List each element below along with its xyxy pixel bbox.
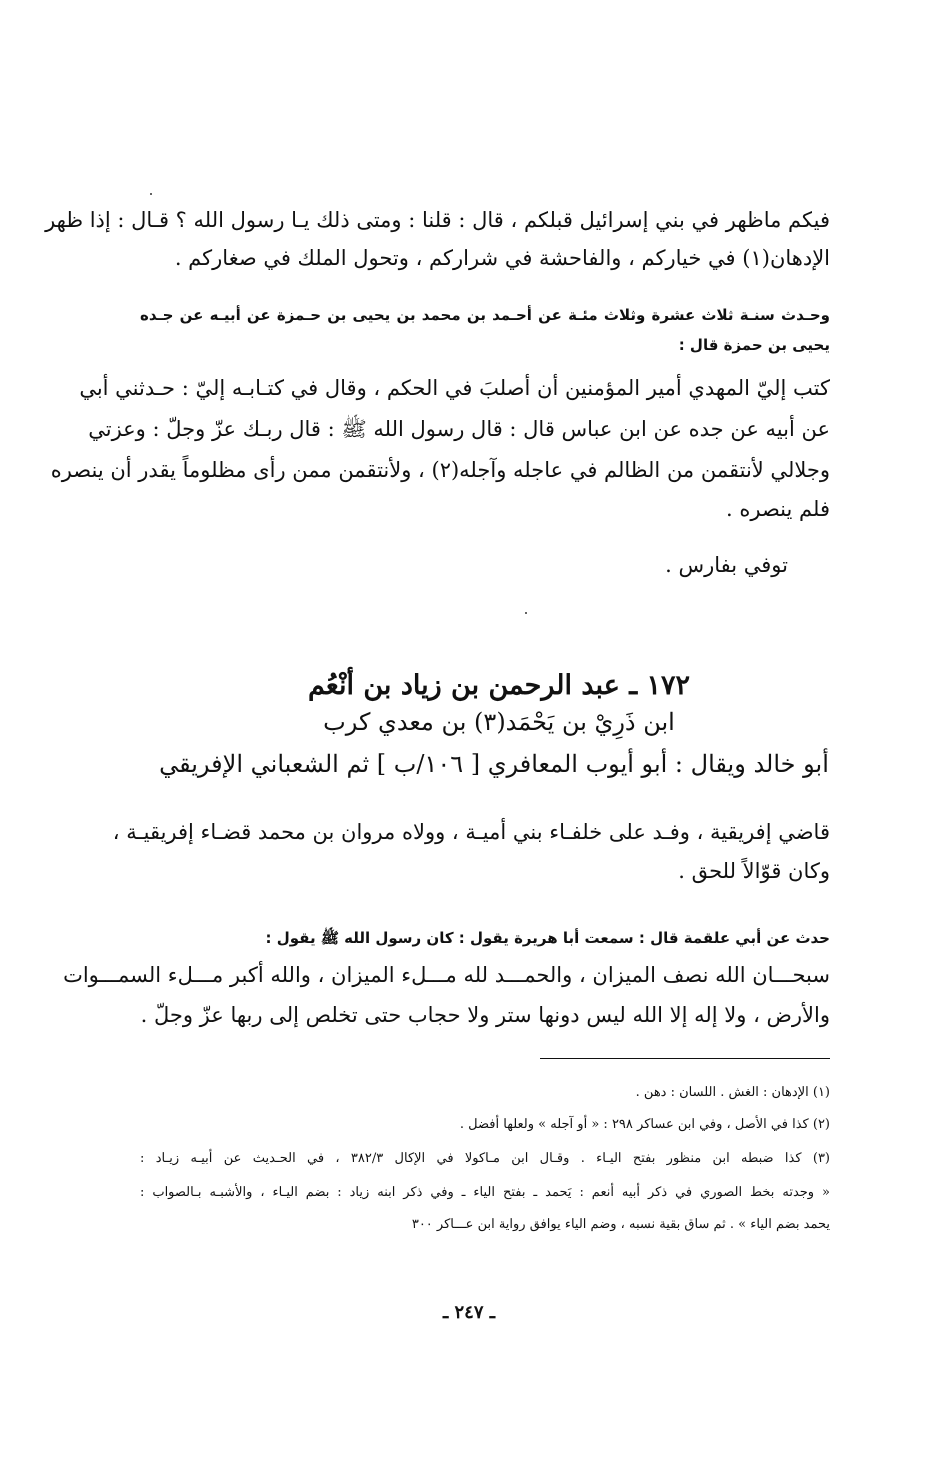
page-number: ـ ٢٤٧ ـ	[442, 1302, 496, 1323]
footnote-2: (٢) كذا في الأصل ، وفي ابن عساكر ٢٩٨ : « أو آجله » ولعلها أفضل .	[459, 1117, 830, 1132]
footnote-separator	[540, 1058, 830, 1059]
entry-lineage: ابن ذَرِيْ بن يَحْمَد(٣) بن معدي كرب	[323, 708, 675, 736]
paragraph-line: فيكم ماظهر في بني إسرائيل قبلكم ، قال : قلنا : ومتى ذلك يـا رسول الله ؟ قـال : إذا ظهر	[45, 208, 830, 232]
hadith-line: كتب إليّ المهدي أمير المؤمنين أن أصلبَ في الحكم ، وقال في كتـابـه إليّ : حـدثني أبي	[79, 376, 830, 400]
entry-kunya: أبو خالد ويقال : أبو أيوب المعافري [ ١٠٦/ب ] ثم الشعباني الإفريقي	[159, 750, 829, 778]
scan-speck	[525, 612, 527, 614]
footnote-1: (١) الإدهان : الغش . اللسان : دهن .	[635, 1085, 830, 1100]
bio-line: وكان قوّالاً للحق .	[678, 859, 830, 883]
hadith-line: فلم ينصره .	[726, 497, 830, 521]
isnad-line: حدث عن أبي علقمة قال : سمعت أبا هريرة يقول : كان رسول الله ﷺ يقول :	[265, 929, 830, 947]
scan-speck	[150, 193, 152, 195]
death-note: توفي بفارس .	[665, 553, 788, 577]
paragraph-line: الإدهان(١) في خياركم ، والفاحشة في شراركم ، وتحول الملك في صغاركم .	[174, 246, 830, 270]
entry-title: ١٧٢ ـ عبد الرحمن بن زياد بن أنْعُم	[307, 670, 691, 701]
footnote-3-line: (٣) كذا ضبطه ابن منظور بفتح اليـاء . وقـال ابن مـاكولا في الإكال ٣٨٢/٣ ، في الحـديث عن أبيـه زيـاد :	[140, 1151, 830, 1166]
hadith-line: عن أبيه عن جده عن ابن عباس قال : قال رسول الله ﷺ : قال ربـك عزّ وجلّ : وعزتي	[88, 417, 830, 441]
bio-line: قاضي إفريقية ، وفـد على خلفـاء بني أميـة ، وولاه مروان بن محمد قضـاء إفريقيـة ،	[112, 820, 830, 844]
hadith-line: سبحـــان الله نصف الميزان ، والحمـــد لله مـــلء الميزان ، والله أكبر مـــلء السمـــوات	[63, 963, 830, 987]
footnote-3-line: يحمد بضم الياء » . ثم ساق بقية نسبه ، وضم الياء يوافق رواية ابن عـــاكر ٣٠٠	[411, 1217, 830, 1232]
isnad-line: وحـدث سنـة ثلاث عشرة وثلاث مئـة عن أحـمد بن محمد بن يحيى بن حـمزة عن أبيـه عن جـده	[140, 306, 830, 324]
footnote-3-line: « وجدته بخط الصوري في ذكر أبيه أنعم : يَحمد ـ بفتح الياء ـ وفي ذكر ابنه زياد : بضم اليـاء ، والأشبـه بـالصواب :	[140, 1185, 830, 1200]
hadith-line: والأرض ، ولا إله إلا الله ليس دونها ستر ولا حجاب حتى تخلص إلى ربها عزّ وجلّ .	[140, 1003, 830, 1027]
isnad-line: يحيى بن حمزة قال :	[678, 336, 830, 354]
hadith-line: وجلالي لأنتقمن من الظالم في عاجله وآجله(٢) ، ولأنتقمن ممن رأى مظلوماً يقدر أن ينصره	[50, 458, 830, 482]
